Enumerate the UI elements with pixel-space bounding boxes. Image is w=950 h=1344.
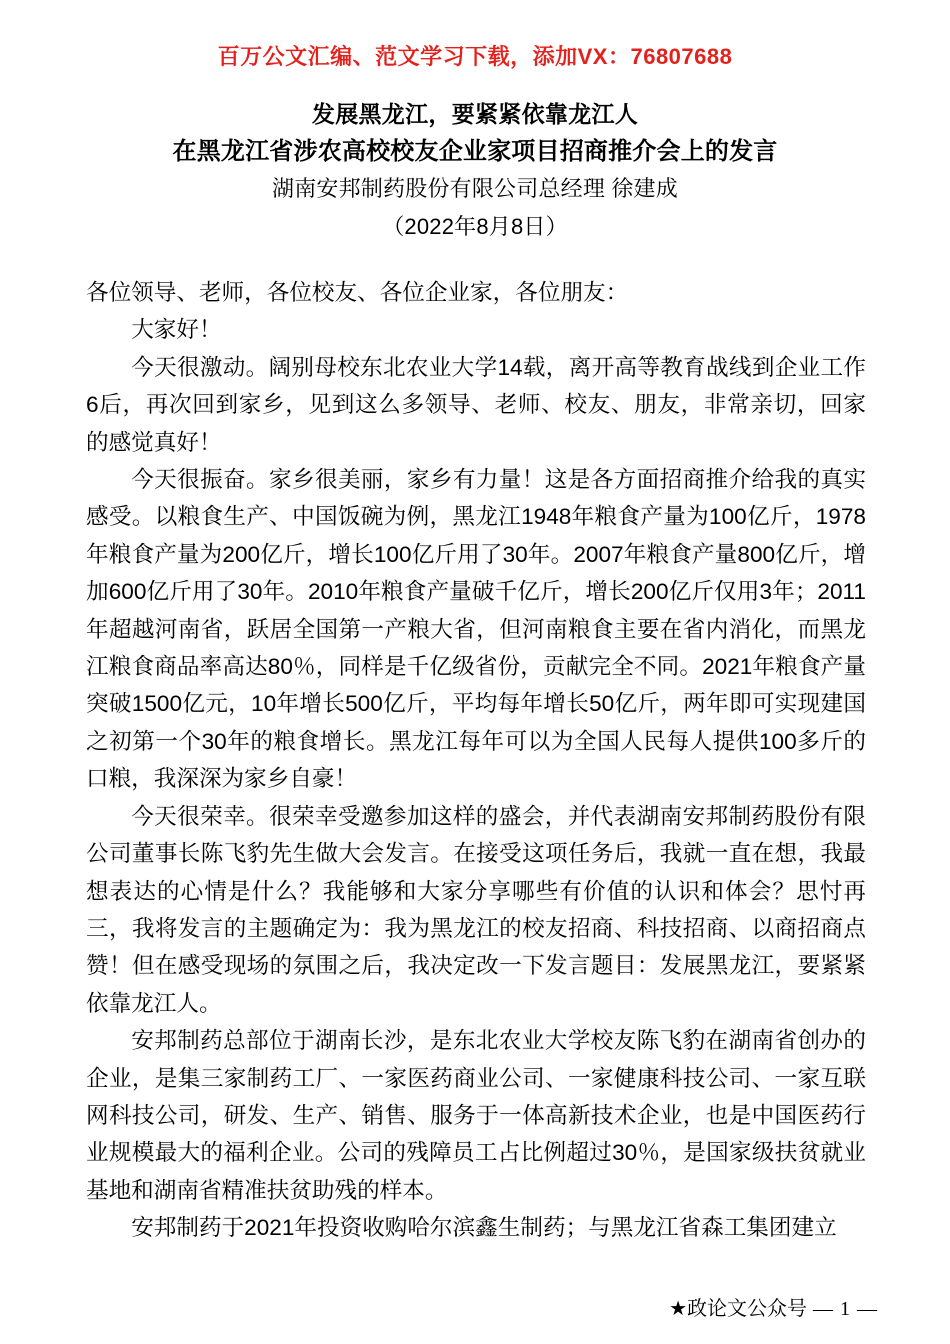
- paragraph-greeting: 大家好！: [131, 317, 222, 343]
- promo-banner: 百万公文汇编、范文学习下载，添加VX：76807688: [217, 44, 733, 69]
- paragraph-honored: 今天很荣幸。很荣幸受邀参加这样的盛会，并代表湖南安邦制药股份有限公司董事长陈飞豹先生做大会发言。在接受这项任务后，我就一直在想，我最想表达的心情是什么？我能够和大家分享哪些有价值的认识和体会？思忖再三，我将发言的主题确定为：我为黑龙江的校友招商、科技招商、以商招商点赞！但在感受现场的氛围之后，我决定改一下发言题目：发展黑龙江，要紧紧依靠龙江人。: [86, 803, 866, 1016]
- paragraph-excited: 今天很激动。阔别母校东北农业大学14载，离开高等教育战线到企业工作6后，再次回到家乡，见到这么多领导、老师、校友、朋友，非常亲切，回家的感觉真好！: [86, 354, 866, 455]
- page-number: — 1 —: [813, 1298, 878, 1320]
- footer-watermark: ★政论文公众号: [669, 1298, 807, 1320]
- paragraph-investment: 安邦制药于2021年投资收购哈尔滨鑫生制药；与黑龙江省森工集团建立: [131, 1215, 837, 1241]
- document-date: （2022年8月8日）: [382, 214, 568, 239]
- paragraph-inspired: 今天很振奋。家乡很美丽，家乡有力量！这是各方面招商推介给我的真实感受。以粮食生产、中国饭碗为例，黑龙江1948年粮食产量为100亿斤，1978年粮食产量为200亿斤，增长100亿斤用了30年。2007年粮食产量800亿斤，增加600亿斤用了30年。2010年粮食产量破千亿斤，增长200亿斤仅用3年；2011年超越河南省，跃居全国第一产粮大省，但河南粮食主要在省内消化，而黑龙江粮食商品率高达80％，同样是千亿级省份，贡献完全不同。2021年粮食产量突破1500亿元，10年增长500亿斤，平均每年增长50亿斤，两年即可实现建国之初第一个30年的粮食增长。黑龙江每年可以为全国人民每人提供100多斤的口粮，我深深为家乡自豪！: [86, 467, 866, 792]
- paragraph-company-intro: 安邦制药总部位于湖南长沙，是东北农业大学校友陈飞豹在湖南省创办的企业，是集三家制药工厂、一家医药商业公司、一家健康科技公司、一家互联网科技公司，研发、生产、销售、服务于一体高新技术企业，也是中国医药行业规模最大的福利企业。公司的残障员工占比例超过30％，是国家级扶贫就业基地和湖南省精准扶贫助残的样本。: [86, 1028, 866, 1203]
- paragraph-salutation: 各位领导、老师，各位校友、各位企业家，各位朋友：: [86, 280, 629, 305]
- document-body: [86, 274, 866, 1247]
- document-title-subtitle: 在黑龙江省涉农高校校友企业家项目招商推介会上的发言: [172, 138, 778, 165]
- document-title-main: 发展黑龙江，要紧紧依靠龙江人: [311, 101, 639, 127]
- page-footer: [0, 1296, 950, 1322]
- document-presenter: 湖南安邦制药股份有限公司总经理 徐建成: [272, 176, 678, 201]
- title-block: [0, 96, 950, 246]
